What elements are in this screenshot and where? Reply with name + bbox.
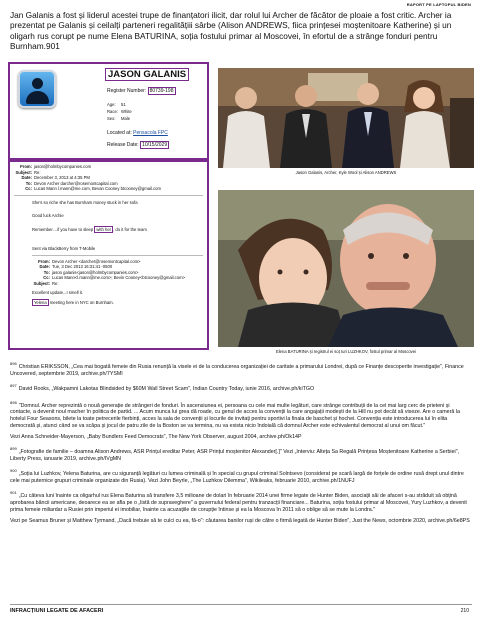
- release-row: Release Date: 10/15/2029: [107, 142, 168, 148]
- couple-photo: [218, 190, 474, 347]
- footer-title: INFRACȚIUNI LEGATE DE AFACERI: [10, 608, 104, 614]
- person-silhouette-icon: [18, 70, 56, 108]
- email-screenshot: From: jason@holmbycompanies.com Subject: Re: Date: December 3, 2013 at 4:35 PM To: Devon Archer darcher@rosemontcapital.com Cc: Lucas Mann l.mann@me.com, Bevan Cooney btcooney@gmail.com She's so riche she has Burnham money stuck in her sofa Good luck Archie Remember....if you have to sleep with her , do it for the team Sent via BlackBerry from T-Mobile From: Devon Archer <darcher@rosemontcapital.com> Date: Tue, 3 Dec 2013 16:31:41 -0500 To: jason galanis<jason@holmbycompanies.com> Cc: Lucas Mann<l.mann@me.com>; Bevin Cooney<btcooney@gmail.com> Subject: Re: Excellent update...I smell it. Yelena meeting here in NYC on Burnham.: [8, 160, 209, 350]
- group-photo-caption: Jason Galanis, Archer, Kyle Wool și Alison ANDREWS: [295, 170, 397, 175]
- sex-row: Sex: Male: [107, 116, 131, 121]
- inmate-name: JASON GALANIS: [105, 68, 189, 81]
- footnote: $^{899}$„Fotografie de familie – doamna Alison Andrews, ASR Prințul ereditar Peter, ASR Prințul moștenitor Alexander[.]" Vezi „Interviu: Alteța Sa Regală Prințesa Moștenitoare Katherine a Serbiei", Liberty Press, ianuarie 2019, archive.ph/IVgMN: [10, 446, 460, 463]
- email-line: Remember....if you have to sleep with her , do it for the team: [32, 226, 147, 232]
- page-number: 210: [460, 608, 469, 614]
- location-link[interactable]: Pensacola FPC: [133, 130, 168, 136]
- running-header: RAPORT PE LAPTOPUL BIDEN: [406, 2, 471, 7]
- footer-divider: [10, 604, 472, 605]
- footnote: $^{897}$David Rooks, „Wakpamni Lakotas Blindsided by $60M Wall Street Scam", Indian Country Today, iunie 2016, archive.ph/kiTGO: [10, 382, 315, 392]
- location-row: Located at: Pensacola FPC: [107, 130, 168, 136]
- footnote: $^{898}$"Domnul. Archer reprezintă o nouă generație de strângeri de fonduri. În ascensiunea ei, persoana cu cele mai multe legături, care strânge contribuții de la cel mai larg cerc de prieteni și contacte, a devenit noul macher în politica de partid. ... Acum munca lui grea dă roade, cu genul de acces la convenții la care angajații modești de la Hill nu pot decât să viseze. Are o cameră la hotelul Four Seasons, bilete la toate petrecerile fierbinți, acces la sala de convenții și locurile de invitați pentru sportivi la finala de baschet și hochei. Convenția este introducerea lui în elita democrată și, atunci când se va scăpa și jocul de patru zile de la Boston se va termina, nu va exista nicio îndoială că domnul Archer este echivalentul democrat al unui om făcut.": [10, 399, 460, 430]
- footnote: Vezi Anna Schneider-Mayerson, „Baby Bundlers Feed Democrats", The New York Observer, august 2004, archive.ph/Ok14P: [10, 434, 302, 441]
- footnote: Vezi pe Seamus Bruner și Matthew Tyrmand, „Dacă trebuie să te culci cu ea, fă-o": căutarea banilor ruși de către o firmă legată de Hunter Biden", Just the News, octombrie 2020, archive.ph/6e8PS: [10, 517, 470, 524]
- age-row: Age: 51: [107, 102, 126, 107]
- email-line: Sent via BlackBerry from T-Mobile: [32, 246, 96, 251]
- footnotes: [10, 360, 472, 529]
- inmate-record-card: [8, 62, 209, 160]
- email-line: Good luck Archie: [32, 213, 64, 218]
- couple-photo-caption: Elena BATURINA și registrul ei soț Iuri LUZHKOV, fostul primar al Moscovei: [275, 349, 417, 354]
- race-row: Race: White: [107, 109, 132, 114]
- intro-paragraph: Jan Galanis a fost și liderul acestei trupe de finanțatori ilicit, dar rolul lui Archer de făcător de ploaie a fost critic. Archer ia prezentat pe Galanis și ceilalți parteneri regalitățiii sârbe (Alison ANDREWS, fiica prințesei moștenitoare Katherine) și un oligarh rus corupt pe nume Elena BATURINA, soția fostului primar al Moscovei, în efortul de a strânge fonduri pentru Burnham.901: [10, 10, 452, 51]
- email-line: She's so riche she has Burnham money stuck in her sofa: [32, 199, 138, 205]
- email-line: Excellent update...I smell it.: [32, 290, 83, 295]
- footnote: $^{901}$„Cu câteva luni înainte ca oligarhul rus Elena Baturina să transfere 3,5 milioane de dolari în februarie 2014 unei firme legate de Hunter Biden, asociații săi de afaceri s-au străduit să obțină aprobarea băncii americane, deoarece ea se afla pe o „listă de supraveghere" a guvernului federal pentru tranzacții financiare... Baturina, soția fostului primar al Moscovei, Yury Luzhkov, a devenit prima femeie miliardar a Rusiei prin imperiul ei imobiliar, înainte ca acuzațiile de corupție întinse și ea la Moscova în 2011 să o oblige să se mute la Londra.": [10, 489, 467, 513]
- footnote: $^{896}$Christian ERIKSSON, „Cea mai bogată femeie din Rusia renunță la visele ei de la conducerea organizației de caritate a primarului Londrei, după ce Finanțe descoperite investigație", Finance Uncovered, septembrie 2019, archive.ph/7YSMI: [10, 361, 464, 377]
- register-number: Register Number: 80739-198: [107, 88, 174, 94]
- group-photo: [218, 68, 474, 168]
- footnote: $^{900}$„Soția lui Luzhkov, Yelena Baturina, are cu siguranță legături cu lumea criminală și în special cu grupul criminal Solntsevo (considerat pe scară largă de forțele de ordine rusă drept unul dintre cele mai puternice grupuri criminale organizate din Rusia). Vezi John Beyrle, „The Luzhkov Dilemma", Wikileaks, februarie 2010, archive.ph/1NUFJ: [10, 468, 464, 484]
- email-line: Yelena meeting here in NYC on Burnham.: [34, 299, 114, 305]
